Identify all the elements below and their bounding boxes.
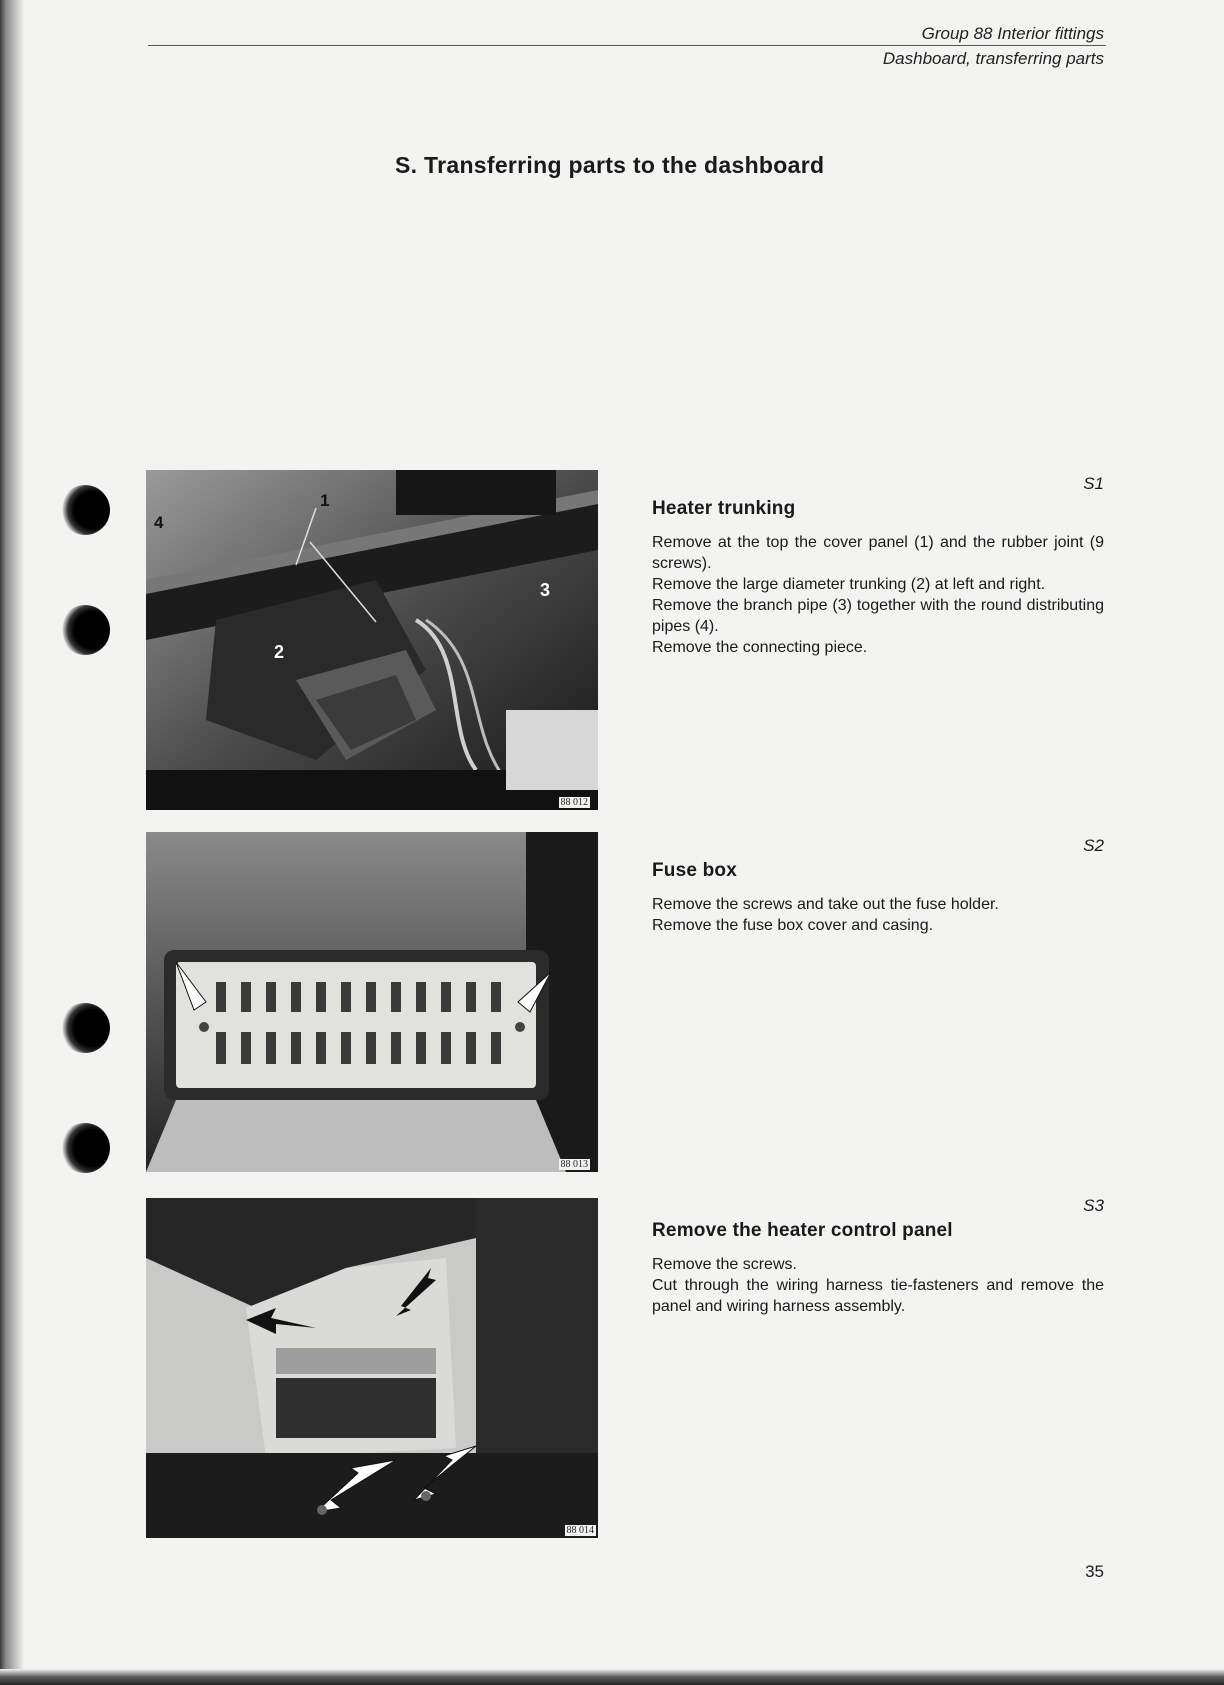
- punch-hole-4: [60, 1123, 110, 1173]
- callout-2: 2: [274, 642, 285, 662]
- page-number: 35: [1085, 1562, 1104, 1581]
- callout-1: 1: [320, 491, 330, 510]
- step-line: Remove the connecting piece.: [652, 639, 868, 656]
- header-rule: [148, 45, 1106, 46]
- figure-s3-code: 88 014: [566, 1525, 594, 1536]
- scan-edge-bottom: [0, 1669, 1224, 1685]
- step-label: S1: [1083, 474, 1104, 493]
- step-label: S2: [1083, 836, 1104, 855]
- step-label: S3: [1083, 1196, 1104, 1215]
- figure-s1-code: 88 012: [560, 797, 588, 808]
- figure-s1-photo: [146, 470, 598, 810]
- step-heading: Fuse box: [652, 860, 738, 881]
- header-section: Dashboard, transferring parts: [882, 49, 1104, 68]
- callout-3: 3: [540, 580, 551, 600]
- header-group: Group 88 Interior fittings: [921, 24, 1104, 43]
- step-s3: [652, 1196, 1104, 1317]
- callout-4: 4: [154, 513, 164, 532]
- step-line: Remove at the top the cover panel (1) and the rubber joint (9 screws).: [652, 534, 1104, 572]
- punch-hole-3: [60, 1003, 110, 1053]
- page-title: S. Transferring parts to the dashboard: [395, 152, 825, 178]
- step-line: Remove the branch pipe (3) together with the round distributing pipes (4).: [652, 597, 1104, 635]
- step-s1: [652, 474, 1104, 658]
- figure-s2-code: 88 013: [560, 1159, 588, 1170]
- punch-hole-2: [60, 605, 110, 655]
- figure-s3-photo: [146, 1198, 598, 1538]
- step-s2: [652, 836, 1104, 936]
- step-line: Cut through the wiring harness tie-fasteners and remove the panel and wiring harness assembly.: [652, 1277, 1104, 1315]
- punch-hole-1: [60, 485, 110, 535]
- step-heading: Remove the heater control panel: [652, 1220, 953, 1241]
- step-line: Remove the screws.: [652, 1256, 797, 1273]
- step-heading: Heater trunking: [652, 498, 796, 519]
- step-line: Remove the fuse box cover and casing.: [652, 917, 934, 934]
- figure-s2-photo: [146, 832, 598, 1172]
- step-line: Remove the large diameter trunking (2) at left and right.: [652, 576, 1046, 593]
- step-line: Remove the screws and take out the fuse holder.: [652, 896, 999, 913]
- scan-edge-left: [0, 0, 24, 1685]
